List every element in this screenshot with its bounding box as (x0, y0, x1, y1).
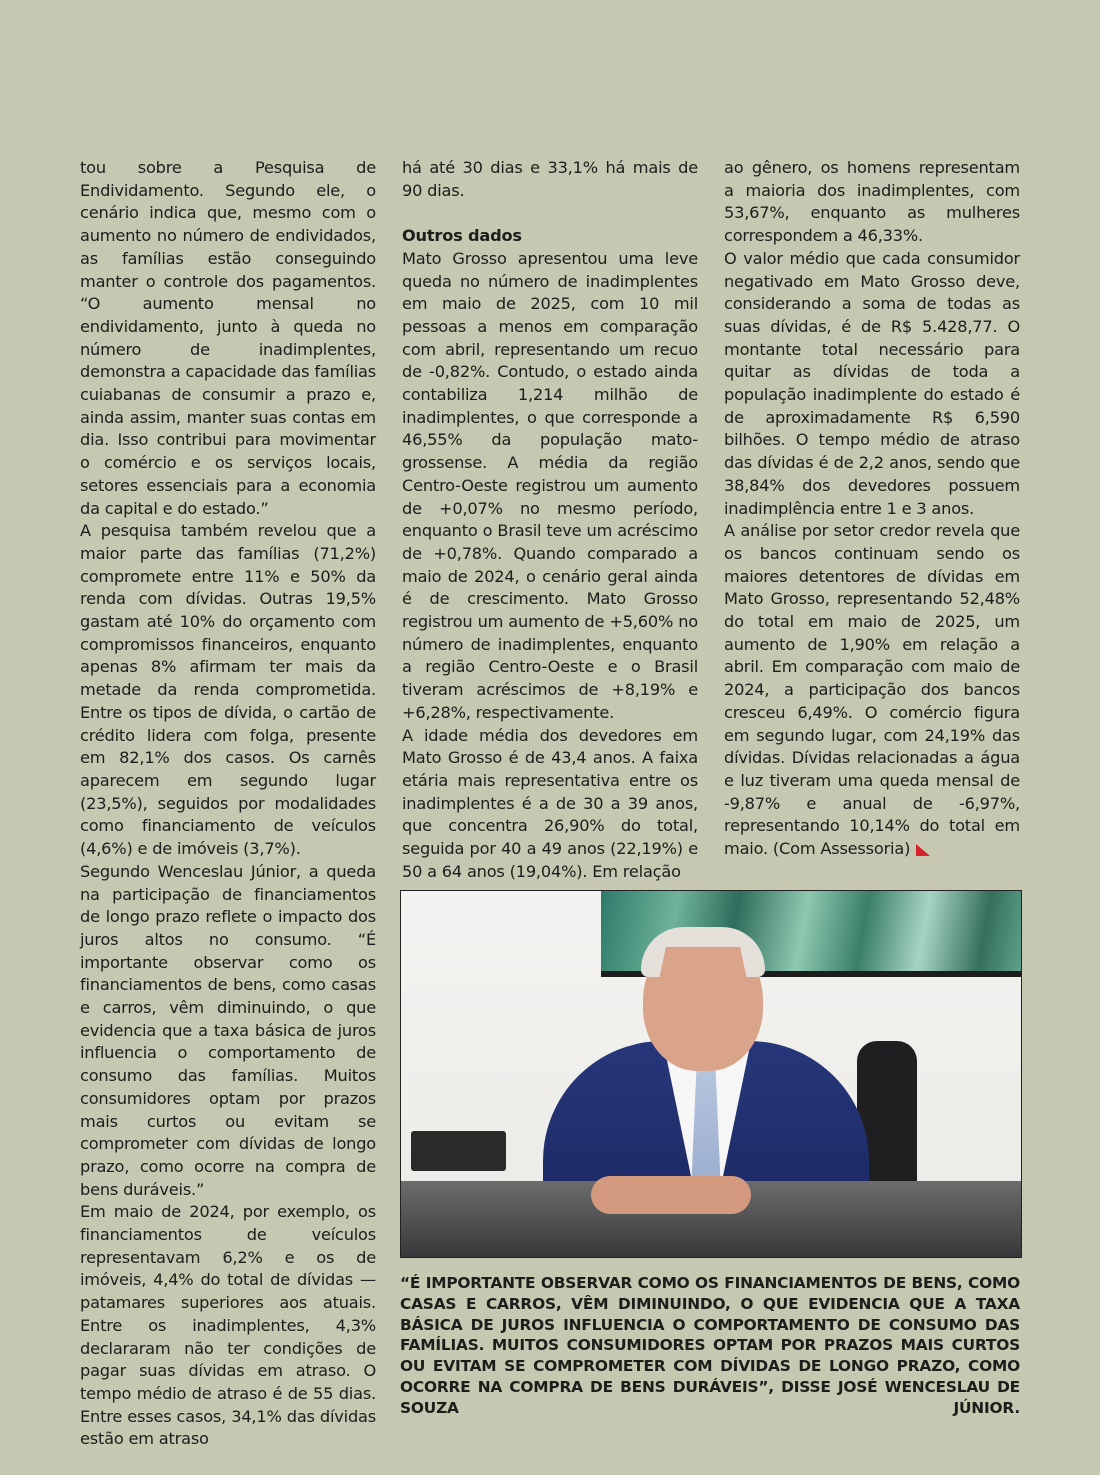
paragraph-final (724, 520, 1020, 861)
portrait-photo (400, 890, 1022, 1258)
article-column-3 (724, 157, 1020, 861)
article-column-2 (402, 157, 698, 883)
paragraph: A pesquisa também revelou que a maior parte das famílias (71,2%) compromete entre 11% e 50% da renda com dívidas. Outras 19,5% gastam até 10% do orçamento com compromissos financeiros, enquanto apenas 8% afirmam ter mais da metade da renda comprometida. Entre os tipos de dívida, o cartão de crédito lidera com folga, presente em 82,1% dos casos. Os carnês aparecem em segundo lugar (23,5%), seguidos por modalidades como financiamento de veículos (4,6%) e de imóveis (3,7%). (80, 521, 376, 859)
article-column-1 (80, 157, 376, 1451)
paragraph: Em maio de 2024, por exemplo, os financiamentos de veículos representavam 6,2% e os de imóveis, 4,4% do total de dívidas — patamares superiores aos atuais. Entre os inadimplentes, 4,3% declararam não ter condições de pagar suas dívidas em atraso. O tempo médio de atraso é de 55 dias. Entre esses casos, 34,1% das dívidas estão em atraso (80, 1202, 376, 1449)
paragraph: A idade média dos devedores em Mato Grosso é de 43,4 anos. A faixa etária mais representativa entre os inadimplentes é a de 30 a 39 anos, que concentra 26,90% do total, seguida por 40 a 49 anos (22,19%) e 50 a 64 anos (19,04%). Em relação (402, 725, 698, 881)
section-subhead: Outros dados (402, 226, 522, 246)
paragraph: O valor médio que cada consumidor negativado em Mato Grosso deve, considerando a soma de todas as suas dívidas, é de R$ 5.428,77. O montante total necessário para quitar as dívidas de toda a população inadimplente do estado é de aproximadamente R$ 6,590 bilhões. O tempo médio de atraso das dívidas é de 2,2 anos, sendo que 38,84% dos devedores possuem inadimplência entre 1 e 3 anos. (724, 248, 1020, 518)
paragraph: ao gênero, os homens representam a maioria dos inadimplentes, com 53,67%, enquanto as mulheres correspondem a 46,33%. (724, 158, 1020, 246)
paragraph: Mato Grosso apresentou uma leve queda no número de inadimplentes em maio de 2025, com 10 mil pessoas a menos em comparação com abril, representando um recuo de -0,82%. Contudo, o estado ainda contabiliza 1,214 milhão de inadimplentes, o que corresponde a 46,55% da população mato-grossense. A média da região Centro-Oeste registrou um aumento de +0,07% no mesmo período, enquanto o Brasil teve um acréscimo de +0,78%. Quando comparado a maio de 2024, o cenário geral ainda é de crescimento. Mato Grosso registrou um aumento de +5,60% no número de inadimplentes, enquanto a região Centro-Oeste e o Brasil tiveram acréscimos de +8,19% e +6,28%, respectivamente. (402, 248, 698, 722)
photo-desk-object (411, 1131, 506, 1171)
paragraph: há até 30 dias e 33,1% há mais de 90 dias. (402, 158, 698, 200)
photo-hands (591, 1176, 751, 1214)
paragraph: tou sobre a Pesquisa de Endividamento. Segundo ele, o cenário indica que, mesmo com o aumento no número de endividados, as famílias estão conseguindo manter o controle dos pagamentos. “O aumento mensal no endividamento, junto à queda no número de inadimplentes, demonstra a capacidade das famílias cuiabanas de consumir a prazo e, ainda assim, manter suas contas em dia. Isso contribui para movimentar o comércio e os serviços locais, setores essenciais para a economia da capital e do estado.” (80, 158, 376, 518)
paragraph: Segundo Wenceslau Júnior, a queda na participação de financiamentos de longo prazo reflete o impacto dos juros altos no consumo. “É importante observar como os financiamentos de bens, como casas e carros, vêm diminuindo, o que evidencia que a taxa básica de juros influencia o comportamento de consumo das famílias. Muitos consumidores optam por prazos mais curtos ou evitam se comprometer com dívidas de longo prazo, como ocorre na compra de bens duráveis.” (80, 861, 376, 1199)
end-of-article-icon (916, 844, 930, 856)
photo-caption: “É IMPORTANTE OBSERVAR COMO OS FINANCIAMENTOS DE BENS, COMO CASAS E CARROS, VÊM DIMINUINDO, O QUE EVIDENCIA QUE A TAXA BÁSICA DE JUROS INFLUENCIA O COMPORTAMENTO DE CONSUMO DAS FAMÍLIAS. MUITOS CONSUMIDORES OPTAM POR PRAZOS MAIS CURTOS OU EVITAM SE COMPROMETER COM DÍVIDAS DE LONGO PRAZO, COMO OCORRE NA COMPRA DE BENS DURÁVEIS”, DISSE JOSÉ WENCESLAU DE SOUZA JÚNIOR. (400, 1274, 1020, 1417)
paragraph-text: A análise por setor credor revela que os bancos continuam sendo os maiores detentores de dívidas em Mato Grosso, representando 52,48% do total em maio de 2025, um aumento de 1,90% em relação a abril. Em comparação com maio de 2024, a participação dos bancos cresceu 6,49%. O comércio figura em segundo lugar, com 24,19% das dívidas. Dívidas relacionadas a água e luz tiveram uma queda mensal de -9,87% e anual de -6,97%, representando 10,14% do total em maio. (Com Assessoria) (724, 521, 1020, 859)
